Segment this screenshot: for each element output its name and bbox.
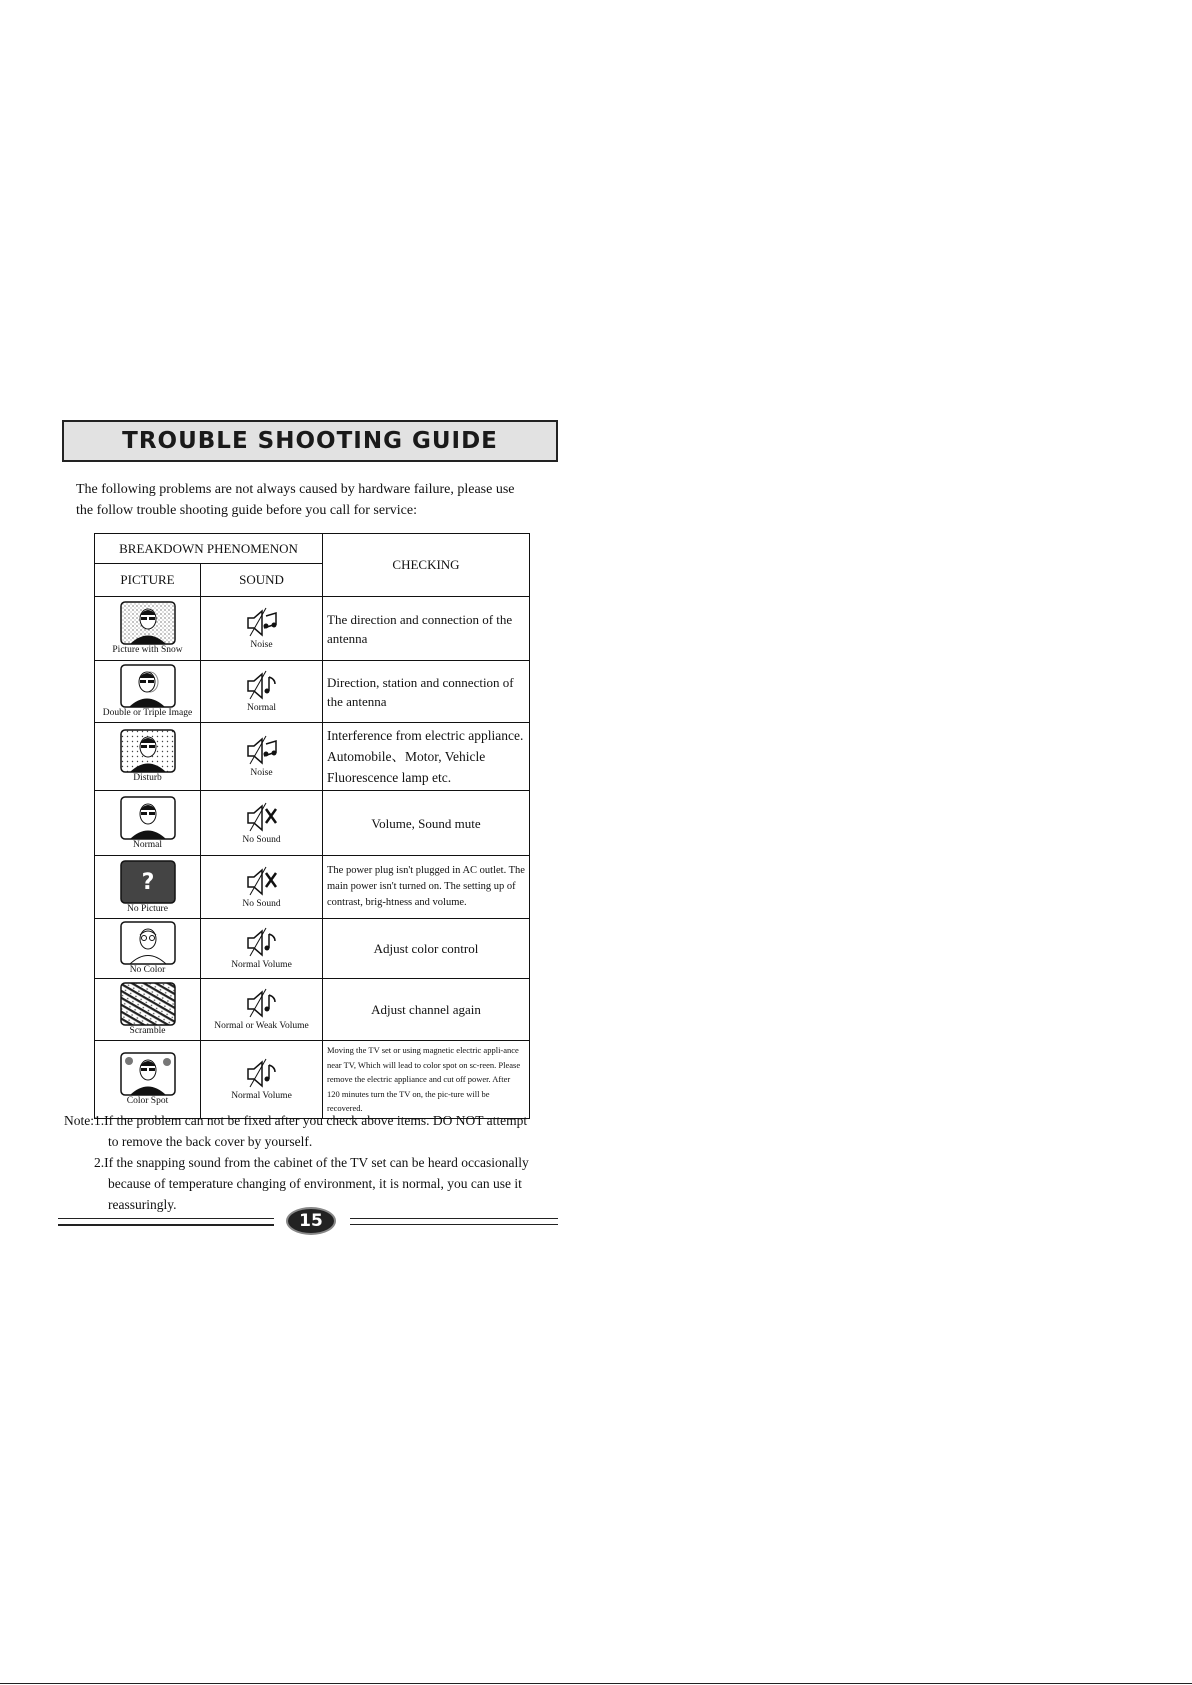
- checking-cell: Moving the TV set or using magnetic electric appli-ance near TV, Which will lead to color spot on sc-reen. Please remove the electric appliance and cut off power. After 120 minutes turn the TV on, the pic-ture will be recovered.: [323, 1041, 530, 1119]
- footer-rule-left-bottom: [58, 1224, 274, 1226]
- footer-rule-right-bottom: [350, 1224, 558, 1225]
- table-row: [95, 661, 530, 723]
- header-sound: SOUND: [201, 564, 323, 597]
- page-title: TROUBLE SHOOTING GUIDE: [122, 428, 498, 454]
- header-picture: PICTURE: [95, 564, 201, 597]
- tv-no-picture-icon: [120, 860, 176, 904]
- sound-label: Normal Volume: [231, 960, 292, 970]
- checking-cell: The power plug isn't plugged in AC outlet. The main power isn't turned on. The setting up of contrast, brig-htness and volume.: [323, 856, 530, 919]
- checking-cell: The direction and connection of the antenna: [323, 597, 530, 661]
- speaker-normal-icon: [244, 669, 280, 703]
- footer-rule-left-top: [58, 1218, 274, 1219]
- tv-snow-icon: [120, 601, 176, 645]
- picture-label: Picture with Snow: [112, 645, 183, 655]
- table-row: [95, 856, 530, 919]
- note-2-line-3: reassuringly.: [108, 1197, 177, 1212]
- page-number: 15: [299, 1211, 323, 1231]
- title-banner: [62, 420, 558, 462]
- header-checking: CHECKING: [323, 534, 530, 597]
- picture-label: Double or Triple Image: [102, 708, 193, 718]
- checking-cell: Volume, Sound mute: [323, 791, 530, 856]
- note-2-line-2: because of temperature changing of environment, it is normal, you can use it: [108, 1176, 522, 1191]
- sound-label: Normal or Weak Volume: [214, 1021, 309, 1031]
- tv-no-color-icon: [120, 921, 176, 965]
- footer-rule-right-top: [350, 1218, 558, 1219]
- table-row: [95, 791, 530, 856]
- checking-cell: Interference from electric appliance. Automobile、Motor, Vehicle Fluorescence lamp etc.: [323, 723, 530, 791]
- table-row: [95, 597, 530, 661]
- sound-label: Noise: [250, 768, 273, 778]
- sound-label: Normal: [246, 703, 277, 713]
- checking-cell: Adjust channel again: [323, 979, 530, 1041]
- intro-text: [76, 479, 556, 521]
- trouble-shooting-table: [94, 533, 530, 1119]
- tv-scramble-icon: [120, 982, 176, 1026]
- tv-disturb-icon: [120, 729, 176, 773]
- picture-label: No Color: [129, 965, 166, 975]
- sound-label: No Sound: [242, 834, 281, 845]
- speaker-mute-icon: [244, 865, 280, 899]
- intro-line-2: the follow trouble shooting guide before you call for service:: [76, 503, 417, 518]
- notes-section: [64, 1110, 584, 1215]
- intro-line-1: The following problems are not always caused by hardware failure, please use: [76, 482, 515, 497]
- picture-label: Disturb: [133, 773, 162, 783]
- picture-label: Normal: [132, 839, 163, 850]
- table-row: [95, 979, 530, 1041]
- note-1-line-2: to remove the back cover by yourself.: [108, 1134, 313, 1149]
- sound-label: No Sound: [242, 898, 281, 909]
- tv-color-spot-icon: [120, 1052, 176, 1096]
- table-row: [95, 1041, 530, 1119]
- sound-label: Noise: [250, 640, 273, 650]
- speaker-normal-icon: [244, 1057, 280, 1091]
- speaker-mute-icon: [244, 801, 280, 835]
- picture-label: Scramble: [129, 1026, 166, 1036]
- tv-normal-icon: [120, 796, 176, 840]
- speaker-normal-icon: [244, 987, 280, 1021]
- speaker-noise-icon: [244, 734, 280, 768]
- checking-cell: Direction, station and connection of the antenna: [323, 661, 530, 723]
- page-bottom-rule: [0, 1683, 1192, 1684]
- note-1-line-1: Note:1.If the problem can not be fixed after you check above items. DO NOT attempt: [64, 1113, 528, 1128]
- checking-cell: Adjust color control: [323, 919, 530, 979]
- speaker-noise-icon: [244, 606, 280, 640]
- speaker-normal-icon: [244, 926, 280, 960]
- note-2-line-1: 2.If the snapping sound from the cabinet of the TV set can be heard occasionally: [94, 1155, 529, 1170]
- tv-double-image-icon: [120, 664, 176, 708]
- page-number-badge: [286, 1207, 336, 1235]
- table-row: [95, 919, 530, 979]
- header-breakdown: BREAKDOWN PHENOMENON: [95, 534, 323, 564]
- svg-text:?: ?: [141, 869, 154, 895]
- sound-label: Normal Volume: [231, 1090, 292, 1101]
- table-row: [95, 723, 530, 791]
- picture-label: No Picture: [127, 903, 168, 914]
- picture-label: Color Spot: [126, 1095, 169, 1106]
